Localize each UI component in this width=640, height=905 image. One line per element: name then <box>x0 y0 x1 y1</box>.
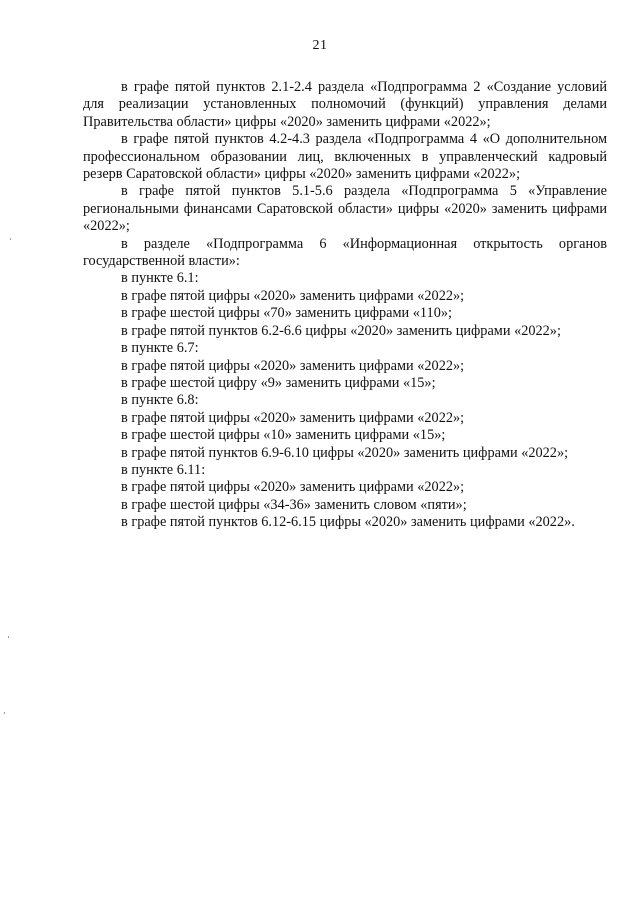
list-item: в пункте 6.1: <box>121 270 199 287</box>
list-item: в графе шестой цифры «70» заменить цифрами «110»; <box>121 305 452 322</box>
list-item: в графе пятой пунктов 6.2-6.6 цифры «2020» заменить цифрами «2022»; <box>121 322 561 339</box>
paragraph-subprogram-5: в графе пятой пунктов 5.1-5.6 раздела «Подпрограмма 5 «Управление региональными финансами Саратовской области» цифры «2020» заменить цифрами «2022»; <box>83 183 607 235</box>
list-item: в графе шестой цифры «10» заменить цифрами «15»; <box>121 427 446 444</box>
list-item: в пункте 6.7: <box>121 340 199 357</box>
page-number: 21 <box>312 38 328 53</box>
list-item: в графе пятой цифры «2020» заменить цифрами «2022»; <box>121 287 465 304</box>
list-item: в пункте 6.8: <box>121 392 199 409</box>
list-item: в графе пятой цифры «2020» заменить цифрами «2022»; <box>121 479 465 496</box>
paragraph-subprogram-6: в разделе «Подпрограмма 6 «Информационная открытость органов государственной власти»: <box>83 235 607 270</box>
paragraph-subprogram-2: в графе пятой пунктов 2.1-2.4 раздела «Подпрограмма 2 «Создание условий для реализации установленных полномочий (функций) управления делами Правительства области» цифры «2020» заменить цифрами «2022»; <box>83 79 607 130</box>
list-item: в графе пятой пунктов 6.12-6.15 цифры «2020» заменить цифрами «2022». <box>121 514 575 531</box>
paragraph-subprogram-4: в графе пятой пунктов 4.2-4.3 раздела «Подпрограмма 4 «О дополнительном профессиональном образовании лиц, включенных в управленческий кадровый резерв Саратовской области» цифры «2020» заменить цифрами «2022»; <box>83 131 607 183</box>
list-item: в графе пятой пунктов 6.9-6.10 цифры «2020» заменить цифрами «2022»; <box>121 444 569 461</box>
document-body <box>83 79 607 532</box>
scan-artifact <box>4 712 5 714</box>
scan-artifact <box>8 636 9 638</box>
list-item: в графе шестой цифры «34-36» заменить словом «пяти»; <box>121 496 467 513</box>
scan-artifact <box>10 238 11 240</box>
list-item: в графе шестой цифру «9» заменить цифрами «15»; <box>121 374 436 391</box>
list-item: в графе пятой цифры «2020» заменить цифрами «2022»; <box>121 357 465 374</box>
list-item: в графе пятой цифры «2020» заменить цифрами «2022»; <box>121 409 465 426</box>
list-item: в пункте 6.11: <box>121 461 206 478</box>
